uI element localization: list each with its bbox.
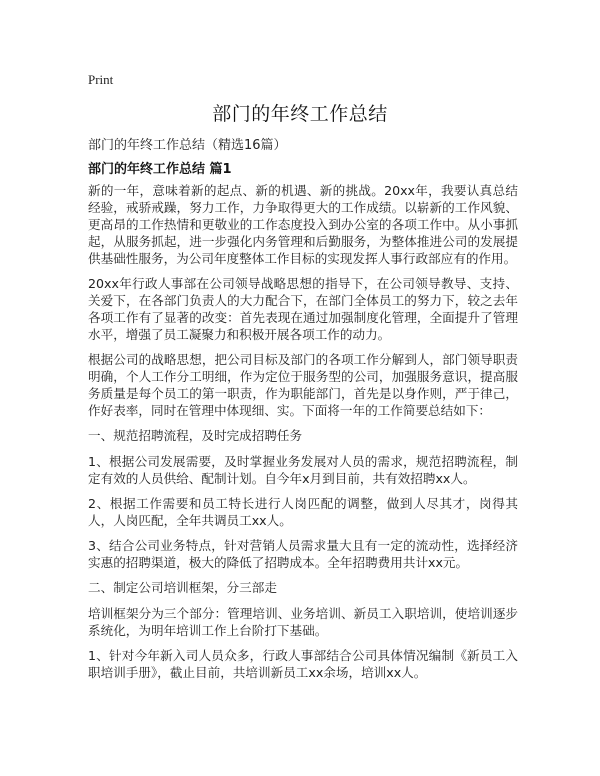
paragraph-training-1: 1、针对今年新入司人员众多，行政人事部结合公司具体情况编制《新员工入职培训手册》，截止目前，共培训新员工xx余场，培训xx人。	[88, 648, 518, 680]
paragraph-strategy: 根据公司的战略思想，把公司目标及部门的各项工作分解到人，部门领导职责明确，个人工作分工明细，作为定位于服务型的公司，加强服务意识，提高服务质量是每个员工的第一职责，作为职能部门，首先是以身作则，严于律己，作好表率，同时在管理中体现细、实。下面将一年的工作简要总结如下：	[88, 352, 518, 418]
section-title: 部门的年终工作总结 篇1	[88, 162, 232, 177]
paragraph-training-framework: 培训框架分为三个部分：管理培训、业务培训、新员工入职培训，使培训逐步系统化，为明年培训工作上台阶打下基础。	[88, 606, 518, 638]
paragraph-overview: 20xx年行政人事部在公司领导战略思想的指导下，在公司领导教导、支持、关爱下，在各部门负责人的大力配合下，在部门全体员工的努力下，较之去年各项工作有了显著的改变：首先表现在通过加强制度化管理，全面提升了管理水平，增强了员工凝聚力和积极开展各项工作的动力。	[88, 276, 518, 342]
heading-training: 二、制定公司培训框架，分三部走	[88, 580, 277, 595]
document-subtitle: 部门的年终工作总结（精选16篇）	[88, 138, 287, 153]
print-link[interactable]: Print	[88, 72, 114, 87]
page-title: 部门的年终工作总结	[212, 103, 388, 125]
document-body	[88, 182, 518, 689]
paragraph-recruitment-2: 2、根据工作需要和员工特长进行人岗匹配的调整，做到人尽其才，岗得其人，人岗匹配，全年共调员工xx人。	[88, 496, 518, 528]
paragraph-recruitment-3: 3、结合公司业务特点，针对营销人员需求量大且有一定的流动性，选择经济实惠的招聘渠道，极大的降低了招聘成本。全年招聘费用共计xx元。	[88, 538, 518, 570]
heading-recruitment: 一、规范招聘流程，及时完成招聘任务	[88, 428, 303, 443]
paragraph-recruitment-1: 1、根据公司发展需要，及时掌握业务发展对人员的需求，规范招聘流程，制定有效的人员供给、配制计划。自今年x月到目前，共有效招聘xx人。	[88, 454, 518, 486]
paragraph-intro: 新的一年，意味着新的起点、新的机遇、新的挑战。20xx年，我要认真总结经验，戒骄戒躁，努力工作，力争取得更大的工作成绩。以崭新的工作风貌、更高昂的工作热情和更敬业的工作态度投入到办公室的各项工作中。从小事抓起，从服务抓起，进一步强化内务管理和后勤服务，为整体推进公司的发展提供基础性服务，为公司年度整体工作目标的实现发挥人事行政部应有的作用。	[88, 183, 518, 266]
